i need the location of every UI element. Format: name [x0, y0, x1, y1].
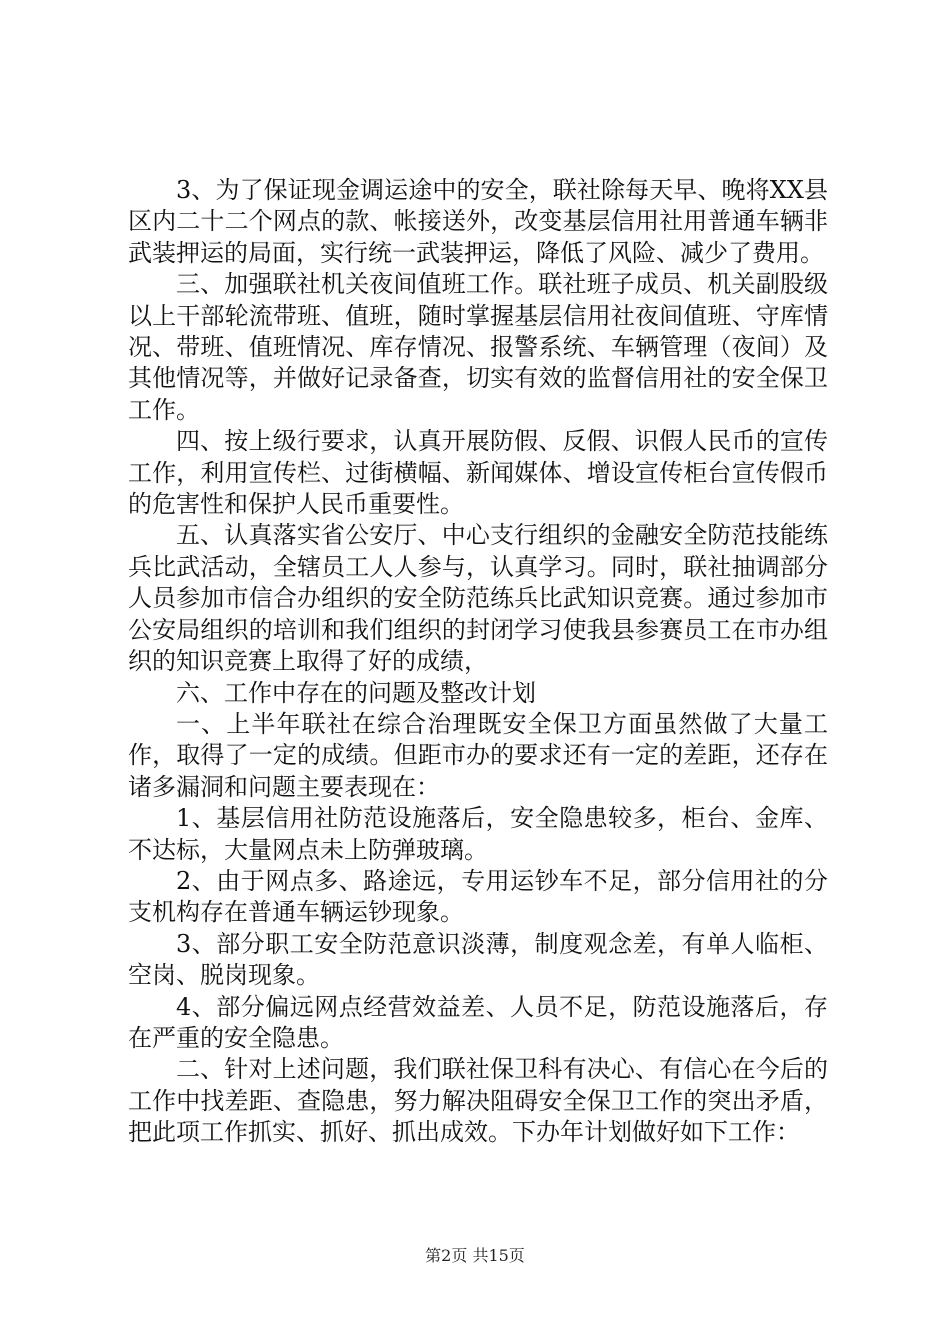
paragraph-issue-2: 2、由于网点多、路途远，专用运钞车不足，部分信用社的分支机构存在普通车辆运钞现象。	[128, 866, 828, 927]
section-heading-problems: 六、工作中存在的问题及整改计划	[176, 678, 536, 707]
paragraph-issue-3: 3、部分职工安全防范意识淡薄，制度观念差，有单人临柜、空岗、脱岗现象。	[128, 929, 828, 990]
paragraph-counterfeit: 四、按上级行要求，认真开展防假、反假、识假人民币的宣传工作，利用宣传栏、过街横幅、新闻媒体、增设宣传柜台宣传假币的危害性和保护人民币重要性。	[128, 427, 828, 519]
paragraph-cash-escort: 3、为了保证现金调运途中的安全，联社除每天早、晚将XX县区内二十二个网点的款、帐接送外，改变基层信用社用普通车辆非武装押运的局面，实行统一武装押运，降低了风险、减少了费用。	[128, 176, 828, 267]
paragraph-night-duty: 三、加强联社机关夜间值班工作。联社班子成员、机关副股级以上干部轮流带班、值班，随时掌握基层信用社夜间值班、守库情况、带班、值班情况、库存情况、报警系统、车辆管理（夜间）及其他情况等，并做好记录备查，切实有效的监督信用社的安全保卫工作。	[128, 270, 828, 424]
document-body	[128, 175, 828, 1149]
paragraph-plan: 二、针对上述问题，我们联社保卫科有决心、有信心在今后的工作中找差距、查隐患，努力解决阻碍安全保卫工作的突出矛盾，把此项工作抓实、抓好、抓出成效。下办年计划做好如下工作：	[128, 1055, 828, 1147]
page-number-footer: 第2页 共15页	[425, 1246, 525, 1265]
paragraph-issue-1: 1、基层信用社防范设施落后，安全隐患较多，柜台、金库、不达标，大量网点未上防弹玻璃。	[128, 804, 828, 864]
paragraph-issue-4: 4、部分偏远网点经营效益差、人员不足，防范设施落后，存在严重的安全隐患。	[128, 992, 828, 1052]
paragraph-skills-contest: 五、认真落实省公安厅、中心支行组织的金融安全防范技能练兵比武活动，全辖员工人人参与，认真学习。同时，联社抽调部分人员参加市信合办组织的安全防范练兵比武知识竞赛。通过参加市公安局组织的培训和我们组织的封闭学习使我县参赛员工在市办组织的知识竞赛上取得了好的成绩，	[128, 521, 828, 676]
paragraph-half-year-summary: 一、上半年联社在综合治理既安全保卫方面虽然做了大量工作，取得了一定的成绩。但距市办的要求还有一定的差距，还存在诸多漏洞和问题主要表现在：	[128, 709, 828, 801]
